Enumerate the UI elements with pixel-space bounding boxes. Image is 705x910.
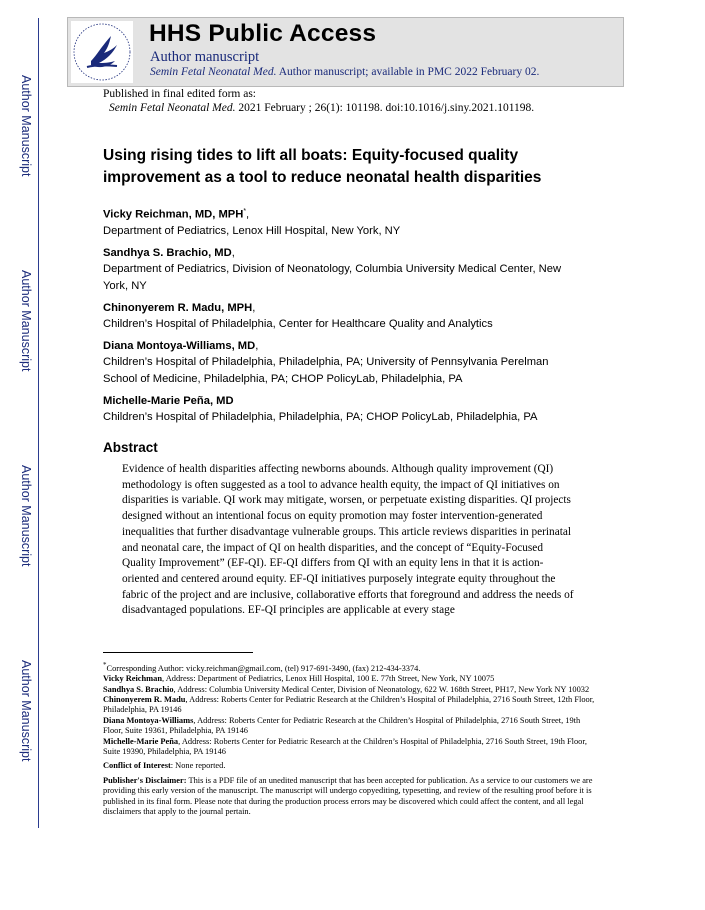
address-footnote [103, 716, 598, 737]
sidebar-label-4: Author Manuscript [19, 660, 33, 762]
header-availability: Author manuscript; available in PMC 2022 February 02. [276, 66, 540, 78]
sidebar-label-1: Author Manuscript [19, 75, 33, 177]
author-name: Chinonyerem R. Madu, MPH [103, 301, 253, 314]
hhs-header [67, 17, 624, 87]
citation-journal: Semin Fetal Neonatal Med. [109, 102, 236, 114]
author-comma: , [246, 208, 250, 221]
address-footnote [103, 685, 598, 695]
address-author: Vicky Reichman [103, 674, 163, 684]
hhs-title: HHS Public Access [149, 20, 377, 47]
author-block [103, 245, 583, 294]
author-affiliation: Children’s Hospital of Philadelphia, Center for Healthcare Quality and Analytics [103, 317, 493, 330]
author-block [103, 204, 583, 239]
author-name: Sandhya S. Brachio, MD [103, 247, 232, 260]
conflict-footnote [103, 761, 598, 771]
author-comma: , [252, 301, 256, 314]
address-footnote [103, 674, 598, 684]
author-name: Michelle-Marie Peña, MD [103, 394, 234, 407]
abstract-heading: Abstract [103, 440, 158, 455]
footnote-mark: * [103, 661, 107, 669]
address-text: , Address: Department of Pediatrics, Lenox Hill Hospital, 100 E. 77th Street, New York, NY 10075 [162, 674, 495, 684]
disclaimer-footnote [103, 776, 598, 818]
address-author: Diana Montoya-Williams [103, 715, 194, 725]
citation-line [109, 102, 534, 114]
address-footnote [103, 737, 598, 758]
corresponding-text: Corresponding Author: vicky.reichman@gmail.com, (tel) 917-691-3490, (fax) 212-434-3374. [106, 663, 421, 673]
disclaimer-label: Publisher's Disclaimer: [103, 775, 187, 785]
hhs-journal-line [150, 66, 539, 78]
citation-details: 2021 February ; 26(1): 101198. doi:10.1016/j.siny.2021.101198. [235, 102, 535, 114]
hhs-eagle-logo-icon [71, 21, 133, 83]
author-name: Diana Montoya-Williams, MD [103, 340, 256, 353]
conflict-text: : None reported. [170, 761, 226, 771]
sidebar-label-2: Author Manuscript [19, 270, 33, 372]
address-author: Sandhya S. Brachio [103, 684, 174, 694]
author-affiliation: Department of Pediatrics, Division of Neonatology, Columbia University Medical Center, New York, NY [103, 263, 562, 292]
published-in-label: Published in final edited form as: [103, 88, 256, 100]
disclaimer-text: This is a PDF file of an unedited manuscript that has been accepted for publication. As a service to our customers we are providing this early version of the manuscript. The manuscript will undergo copyediting, typesetting, and review of the resulting proof before it is published in its final form. Please note that during the production process errors may be discovered which could affect the content, and all legal disclaimers that apply to the journal pertain. [103, 775, 593, 817]
author-block [103, 393, 583, 425]
author-comma: , [255, 340, 259, 353]
author-list [103, 204, 583, 431]
address-text: , Address: Roberts Center for Pediatric Research at the Children’s Hospital of Philadelphia, 2716 South Street, 12th Floor, Philadelphia, PA 19146 [103, 695, 595, 715]
author-affiliation: Children’s Hospital of Philadelphia, Philadelphia, PA; CHOP PolicyLab, Philadelphia, PA [103, 410, 538, 423]
article-title: Using rising tides to lift all boats: Equity-focused quality improvement as a tool to reduce neonatal health disparities [103, 147, 542, 186]
author-block [103, 338, 583, 387]
author-name: Vicky Reichman, MD, MPH [103, 208, 244, 221]
address-text: , Address: Columbia University Medical Center, Division of Neonatology, 622 W. 168th Street, PH17, New York NY 10032 [173, 684, 590, 694]
address-author: Michelle-Marie Peña [103, 736, 179, 746]
address-author: Chinonyerem R. Madu [103, 695, 186, 705]
abstract-text: Evidence of health disparities affecting newborns abounds. Although quality improvement (QI) methodology is often suggested as a tool to advance health equity, the impact of QI initiatives on disparities is variable. QI work may mitigate, worsen, or perpetuate existing disparities. QI projects designed without an intentional focus on equity promotion may foster intervention-generated inequalities that further disadvantage vulnerable groups. This article reviews disparities in perinatal and neonatal care, the impact of QI on health disparities, and the concept of “Equity-Focused Quality Improvement” (EF-QI). EF-QI differs from QI with an equity lens in that it is action-oriented and centered around equity. EF-QI initiatives purposely integrate equity throughout the fabric of the project and are inclusive, collaborative efforts that foreground and address the needs of disadvantaged populations. EF-QI principles are applicable at every stage [122, 463, 574, 617]
author-affiliation: Department of Pediatrics, Lenox Hill Hospital, New York, NY [103, 224, 401, 237]
author-affiliation: Children’s Hospital of Philadelphia, Philadelphia, PA; University of Pennsylvania Perelman School of Medicine, Philadelphia, PA; CHOP PolicyLab, Philadelphia, PA [103, 356, 549, 385]
hhs-subtitle: Author manuscript [150, 49, 260, 65]
author-block [103, 300, 583, 332]
sidebar-label-3: Author Manuscript [19, 465, 33, 567]
corresponding-footnote [103, 660, 598, 674]
address-footnote [103, 695, 598, 716]
sidebar-divider [38, 18, 39, 828]
footnote-divider [103, 652, 253, 653]
header-journal-name: Semin Fetal Neonatal Med. [150, 66, 277, 78]
address-text: , Address: Roberts Center for Pediatric Research at the Children’s Hospital of Philadelphia, 2716 South Street, 19th Floor, Suite 19361, Philadelphia, PA 19146 [103, 715, 581, 736]
address-text: , Address: Roberts Center for Pediatric Research at the Children’s Hospital of Philadelphia, 2716 South Street, 19th Floor, Suite 19390, Philadelphia, PA 19146 [103, 736, 587, 757]
author-comma: , [231, 247, 235, 260]
corresponding-mark: * [243, 208, 247, 215]
footnotes [103, 660, 598, 817]
conflict-label: Conflict of Interest [103, 761, 171, 771]
